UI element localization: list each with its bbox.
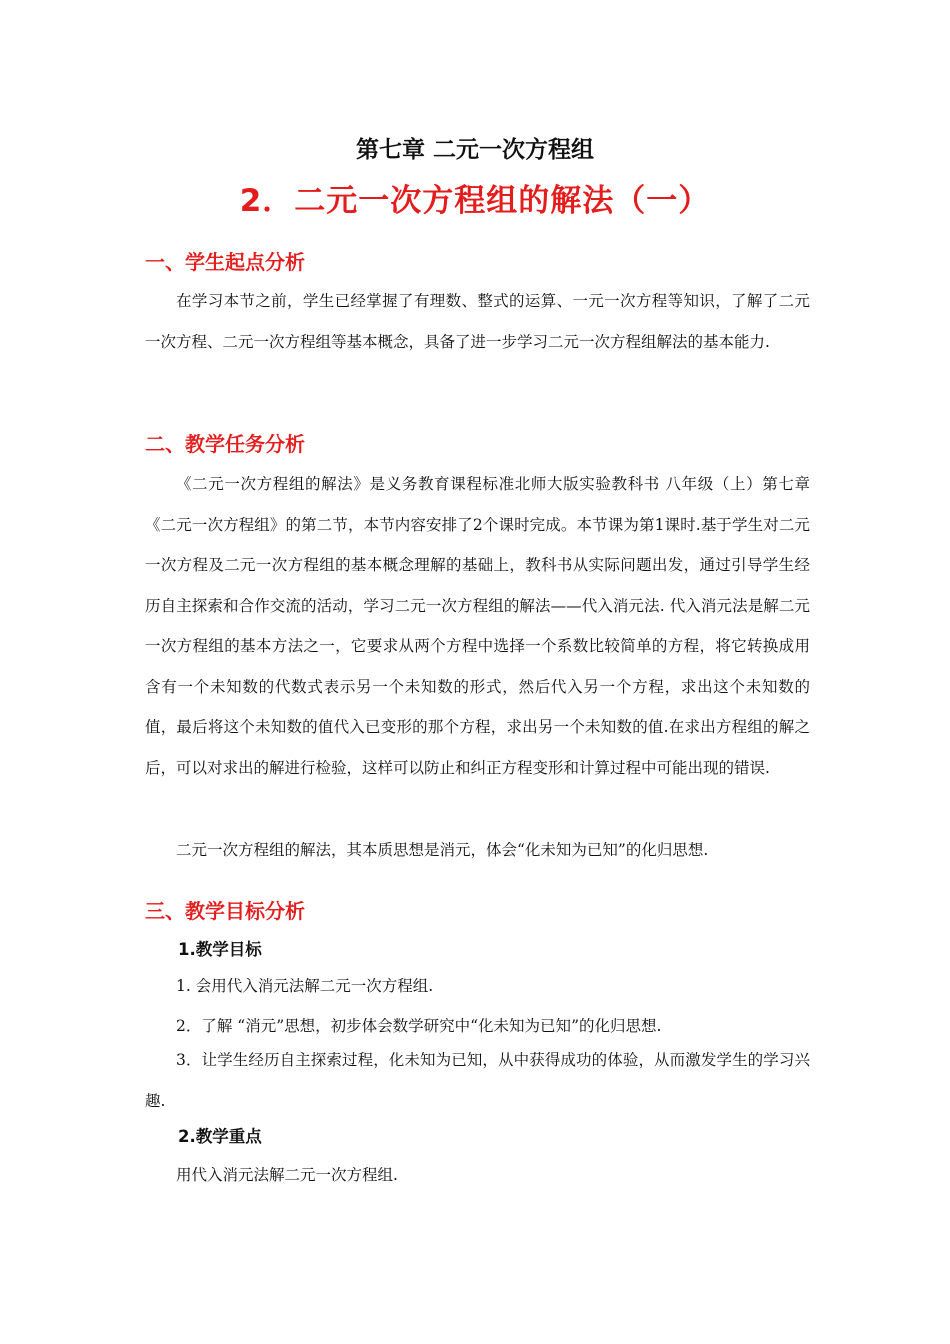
subheading-teaching-goals: 1.教学目标 [178,940,262,959]
chapter-title: 第七章 二元一次方程组 [355,137,594,163]
lesson-title: 2．二元一次方程组的解法（一） [239,183,711,219]
goal-item-2: 2．了解 “消元”思想，初步体会数学研究中“化未知为已知”的化归思想. [176,1017,662,1035]
paragraph-student-analysis: 在学习本节之前，学生已经掌握了有理数、整式的运算、一元一次方程等知识，了解了二元一次方程、二元一次方程组等基本概念，具备了进一步学习二元一次方程组解法的基本能力. [145,292,810,351]
goal-item-1: 1. 会用代入消元法解二元一次方程组. [176,977,434,995]
paragraph-task-analysis: 《二元一次方程组的解法》是义务教育课程标准北师大版实验教科书 八年级（上）第七章《二元一次方程组》的第二节，本节内容安排了2个课时完成。本节课为第1课时.基于学生对二元一次方程及二元一次方程组的基本概念理解的基础上，教科书从实际问题出发，通过引导学生经历自主探索和合作交流的活动，学习二元一次方程组的解法——代入消元法. 代入消元法是解二元一次方程组的基本方法之一，它要求从两个方程中选择一个系数比较简单的方程，将它转换成用含有一个未知数的代数式表示另一个未知数的形式，然后代入另一个方程，求出这个未知数的值，最后将这个未知数的值代入已变形的那个方程，求出另一个未知数的值.在求出方程组的解之后，可以对求出的解进行检验，这样可以防止和纠正方程变形和计算过程中可能出现的错误. [145,475,810,777]
key-point-item: 用代入消元法解二元一次方程组. [176,1166,398,1184]
section-heading-student-analysis: 一、学生起点分析 [145,250,305,274]
paragraph-essence: 二元一次方程组的解法，其本质思想是消元，体会“化未知为已知”的化归思想. [176,841,709,859]
section-heading-task-analysis: 二、教学任务分析 [145,432,305,456]
subheading-key-points: 2.教学重点 [178,1127,262,1146]
goal-item-3: 3．让学生经历自主探索过程，化未知为已知，从中获得成功的体验，从而激发学生的学习兴趣. [145,1051,810,1110]
section-heading-goal-analysis: 三、教学目标分析 [145,899,305,923]
